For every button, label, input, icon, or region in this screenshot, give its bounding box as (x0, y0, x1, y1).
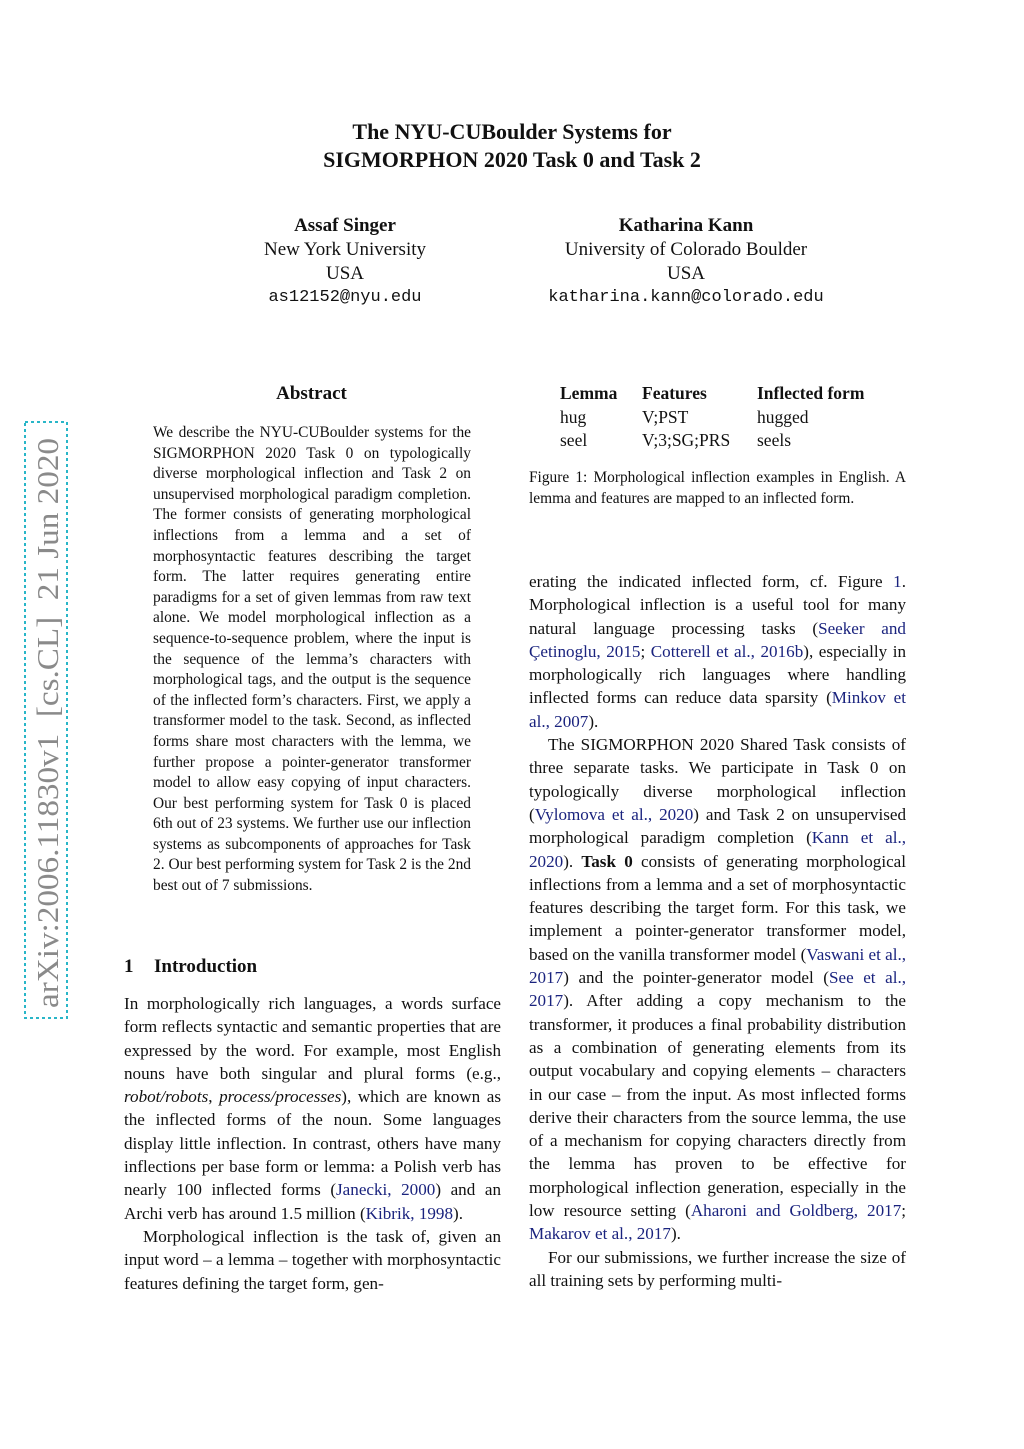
figure-1-table (560, 382, 864, 453)
author-name: Assaf Singer (294, 215, 396, 236)
intro-paragraph-3: The SIGMORPHON 2020 Shared Task consists of three separate tasks. We participate in Task 0 on typologically diverse morphological inflection (Vylomova et al., 2020) and Task 2 on unsupervised morphological paradigm completion (Kann et al., 2020). Task 0 consists of generating morphological inflections from a lemma and a set of morphosyntactic features describing the target form. For this task, we implement a pointer-generator transformer model, based on the vanilla transformer model (Vaswani et al., 2017) and the pointer-generator model (See et al., 2017). After adding a copy mechanism to the transformer, it produces a final probability distribution as a combination of generating elements from its output vocabulary and copying elements – characters in our case – from the input. As most inflected forms derive their characters from the source lemma, the use of a mechanism for copying characters directly from the lemma has proven to be effective for morphological inflection generation, especially in the low resource setting (Aharoni and Goldberg, 2017; Makarov et al., 2017). (529, 735, 907, 1244)
table-cell: V;3;SG;PRS (642, 430, 731, 450)
table-header: Features (642, 383, 707, 403)
paper-title (0, 118, 1024, 174)
author-affiliation: University of Colorado Boulder (564, 239, 808, 260)
title-line-2: SIGMORPHON 2020 Task 0 and Task 2 (323, 147, 701, 172)
abstract-heading: Abstract (276, 383, 347, 404)
table-header: Inflected form (757, 383, 865, 403)
table-row (560, 406, 864, 430)
author-name: Katharina Kann (618, 215, 754, 236)
section-heading (124, 956, 257, 978)
intro-paragraph-2: Morphological inflection is the task of, given an input word – a lemma – together with morphosyntactic features defining the target form, gen- (124, 1226, 501, 1293)
figure-reference-link[interactable]: 1 (893, 572, 902, 591)
citation-link[interactable]: Vylomova et al., 2020 (534, 804, 694, 824)
table-cell: V;PST (642, 406, 689, 427)
arxiv-stamp-text: arXiv:2006.11830v1 [cs.CL] 21 Jun 2020 (30, 475, 65, 1008)
citation-link[interactable]: Aharoni and Goldberg, 2017 (690, 1201, 902, 1221)
citation-link[interactable]: Seeker and Çetinoglu, 2015 (529, 618, 906, 661)
intro-paragraph-1: In morphologically rich languages, a words surface form reflects syntactic and semantic properties that are expressed by the word. For example, most English nouns have both singular and plural forms (e.g., robot/robots, process/processes), which are known as the inflected forms of the noun. Some languages display little inflection. In contrast, others have many inflections per base form or lemma: a Polish verb has nearly 100 inflected forms (Janecki, 2000) and an Archi verb has around 1.5 million (Kibrik, 1998). (124, 994, 501, 1223)
table-cell: seel (560, 430, 588, 450)
table-cell: seels (757, 430, 792, 450)
citation-link[interactable]: Makarov et al., 2017 (529, 1224, 671, 1244)
author-block-2 (500, 214, 872, 310)
section-number: 1 (124, 956, 134, 977)
citation-link[interactable]: Janecki, 2000 (336, 1180, 436, 1200)
intro-paragraph-2-continued: erating the indicated inflected form, cf. Figure 1. Morphological inflection is a useful tool for many natural language processing tasks (Seeker and Çetinoglu, 2015; Cotterell et al., 2016b), especially in morphologically rich languages where handling inflected forms can reduce data sparsity (Minkov et al., 2007). (529, 572, 907, 731)
author-affiliation: New York University (263, 239, 427, 260)
section-title: Introduction (154, 956, 258, 977)
intro-column-right (529, 570, 906, 1292)
table-cell: hug (560, 406, 587, 427)
citation-link[interactable]: Kann et al., 2020 (529, 828, 906, 871)
author-country: USA (325, 263, 364, 284)
citation-link[interactable]: See et al., 2017 (529, 968, 906, 1011)
table-header: Lemma (560, 383, 618, 403)
citation-link[interactable]: Vaswani et al., 2017 (529, 944, 906, 988)
intro-column-left (124, 992, 501, 1295)
title-line-1: The NYU-CUBoulder Systems for (352, 119, 672, 144)
figure-1-caption: Figure 1: Morphological inflection examples in English. A lemma and features are mapped to an inflected form. (529, 469, 906, 507)
author-email: as12152@nyu.edu (268, 288, 422, 307)
arxiv-stamp (22, 420, 72, 1020)
table-row (560, 429, 864, 453)
abstract-text: We describe the NYU-CUBoulder systems for the SIGMORPHON 2020 Task 0 on typologically diverse morphological inflection and Task 2 on unsupervised morphological paradigm completion. The former consists of generating morphological inflections from a lemma and a set of morphosyntactic features describing the target form. The latter requires generating entire paradigms for a set of given lemmas from raw text alone. We model morphological inflection as a sequence-to-sequence problem, where the input is the sequence of the lemma’s characters with morphological tags, and the output is the sequence of the inflected form’s characters. First, we apply a transformer model to the task. Second, as inflected forms share most characters with the lemma, we further propose a pointer-generator transformer model to allow easy copying of input characters. Our best performing system for Task 0 is placed 6th out of 23 systems. We further use our inflection systems as subcomponents of approaches for Task 2. Our best performing system for Task 2 is the 2nd best out of 7 submissions. (153, 424, 471, 895)
author-email: katharina.kann@colorado.edu (548, 288, 824, 307)
table-header-row (560, 382, 864, 406)
table-cell: hugged (757, 406, 809, 427)
author-country: USA (666, 263, 705, 284)
citation-link[interactable]: Kibrik, 1998 (365, 1203, 454, 1223)
author-block-1 (220, 214, 470, 310)
citation-link[interactable]: Cotterell et al., 2016b (650, 641, 804, 661)
citation-link[interactable]: Minkov et al., 2007 (529, 688, 907, 731)
intro-paragraph-4: For our submissions, we further increase the size of all training sets by performing multi- (529, 1247, 906, 1290)
